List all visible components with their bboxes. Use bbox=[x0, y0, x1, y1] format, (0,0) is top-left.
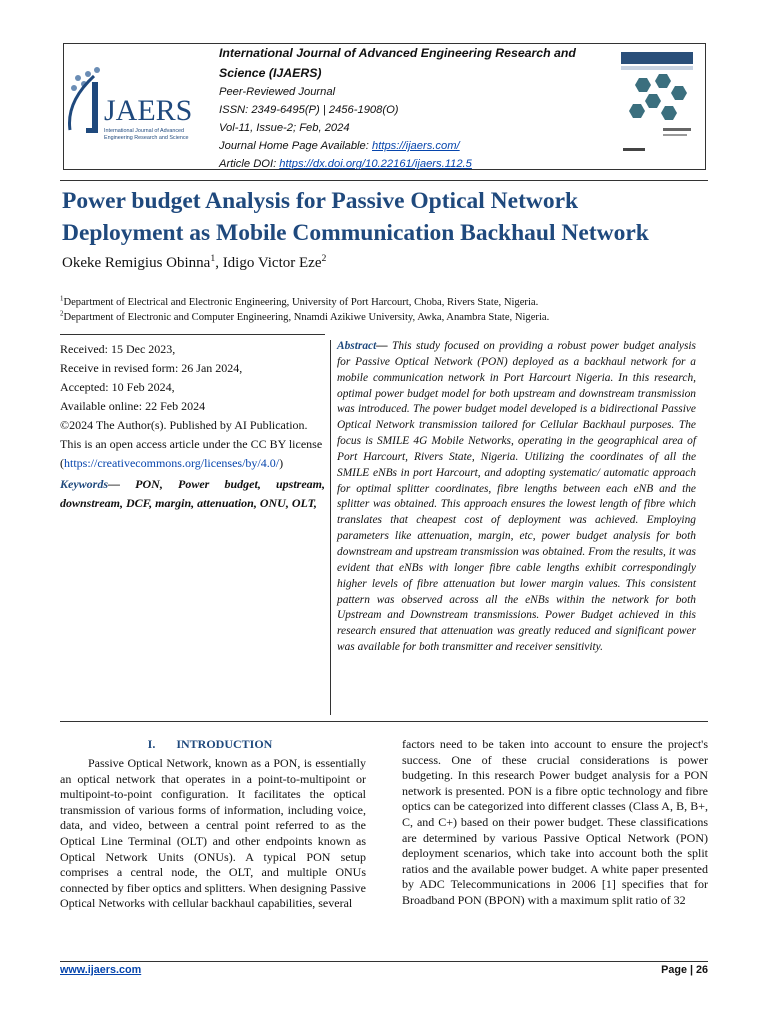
online-date: Available online: 22 Feb 2024 bbox=[60, 399, 206, 413]
journal-cover-image bbox=[619, 48, 695, 160]
svg-text:International Journal of Advan: International Journal of Advanced bbox=[104, 128, 185, 134]
meta-rule bbox=[60, 334, 325, 335]
affiliation-1: $^1$Department of Electrical and Electronic Engineering, University of Port Harcourt, Choba, Rivers State, Nigeria. bbox=[60, 295, 539, 308]
intro-column-1: Passive Optical Network, known as a PON, is essentially an optical network that operates in a point-to-multipoint or multipoint-to-point configuration. It facilitates the optical transmission of various forms of information, including voice, data, and video, between a central point referred to as the Optical Line Terminal (OLT) and other endpoints known as Optical Network Units (ONUs). A typical PON setup comprises a central node, the OLT, and multiple ONUs connected by fiber optics and splitters. When designing Passive Optical Networks with cellular backhaul capabilities, several bbox=[60, 756, 366, 911]
journal-info bbox=[219, 43, 609, 173]
affiliation-2: $^2$Department of Electronic and Computer Engineering, Nnamdi Azikiwe University, Awka, Anambra State, Nigeria. bbox=[60, 310, 550, 323]
authors: Okeke Remigius Obinna$^1$, Idigo Victor Eze$^2$ bbox=[62, 253, 327, 271]
volume-issue: Vol-11, Issue-2; Feb, 2024 bbox=[219, 122, 350, 134]
header-rule bbox=[60, 180, 708, 181]
homepage-link[interactable]: https://ijaers.com/ bbox=[372, 140, 460, 152]
accepted-date: Accepted: 10 Feb 2024, bbox=[60, 380, 175, 394]
intro-column-2: factors need to be taken into account to ensure the project's success. One of these crucial considerations is power budgeting. In this research Power budget analysis for a PON network is presented. PON is a fibre optic technology and fibre optics can be categorized into different classes (Class A, B, B+, C, and C+) based on their power budget. These classifications are determined by various Passive Optical Network (PON) deployment scenarios, which take into account both the split ratios and the available power budget. A white paper presented by ADC Telecommunications in 2006 [1] specifies that for Broadband PON (BPON) with a maximum split ratio of 32 bbox=[402, 737, 708, 907]
svg-text:Engineering Research and Scien: Engineering Research and Science bbox=[104, 135, 189, 141]
page-number: Page | 26 bbox=[661, 964, 708, 976]
article-title: Power budget Analysis for Passive Optical Network Deployment as Mobile Communication Backhaul Network bbox=[62, 188, 649, 246]
issn: ISSN: 2349-6495(P) | 2456-1908(O) bbox=[219, 104, 399, 116]
ijaers-logo bbox=[64, 62, 206, 142]
revised-date: Receive in revised form: 26 Jan 2024, bbox=[60, 361, 243, 375]
column-divider bbox=[330, 340, 331, 715]
footer-rule bbox=[60, 961, 708, 962]
license-link[interactable]: https://creativecommons.org/licenses/by/4.0/ bbox=[64, 456, 280, 470]
abstract-rule bbox=[60, 721, 708, 722]
doi-line: Article DOI: https://dx.doi.org/10.22161/ijaers.112.5 bbox=[219, 158, 472, 170]
logo-text: JAERS bbox=[104, 94, 193, 127]
section-heading-introduction: I. INTRODUCTION bbox=[147, 737, 273, 751]
footer-site-link[interactable]: www.ijaers.com bbox=[60, 964, 142, 976]
received-date: Received: 15 Dec 2023, bbox=[60, 342, 176, 356]
homepage-line: Journal Home Page Available: https://ijaers.com/ bbox=[219, 140, 460, 152]
abstract: Abstract— This study focused on providing a robust power budget analysis for Passive Optical Network (PON) deployed as a backhaul network for a mobile communication network in Port Harcourt Nigeria. In this research, optimal power budget model for both upstream and downstream transmission was introduced. The power budget model developed is a bidirectional Passive Optical Network transmission tailored for Cellular Backhaul purposes. The focus is SMILE 4G Mobile Networks, operating in the geographical area of Port Harcourt, Rivers State, Nigeria. Utilizing the coordinates of all the SMILE eNBs in port Harcourt, and adopting systematic/ automatic approach for optimal splitter coordinates, fibre lengths between each eNB and the splitter was obtained. This approach ensures the lowest length of fibre which translates that cheapest cost of deployment was achieved. Employing parameters like attenuation, margin, etc, power budget analysis for both downstream and upstream transmission was obtained. From the results, it was evident that eNBs with longer fibre cable lengths exhibit correspondingly higher levels of fibre attenuation but lower margin values. This consistent pattern was observed across all the eNBs within the network for both Upstream and Downstream transmissions. Power Budget achieved in this research ensured that attenuation was greatly reduced and significant power was available for both transmitter and receiver sensitivity. bbox=[337, 340, 696, 654]
article-history bbox=[60, 340, 325, 513]
keywords: Keywords— PON, Power budget, upstream, downstream, DCF, margin, attenuation, ONU, OLT, bbox=[60, 477, 325, 510]
license-text: ©2024 The Author(s). Published by AI Publication. This is an open access article under the CC BY license (https://creativecommons.org/licenses/by/4.0/) bbox=[60, 418, 323, 470]
doi-link[interactable]: https://dx.doi.org/10.22161/ijaers.112.5 bbox=[279, 158, 472, 170]
journal-title: International Journal of Advanced Engineering Research and Science (IJAERS) bbox=[219, 46, 576, 80]
peer-reviewed: Peer-Reviewed Journal bbox=[219, 86, 336, 98]
